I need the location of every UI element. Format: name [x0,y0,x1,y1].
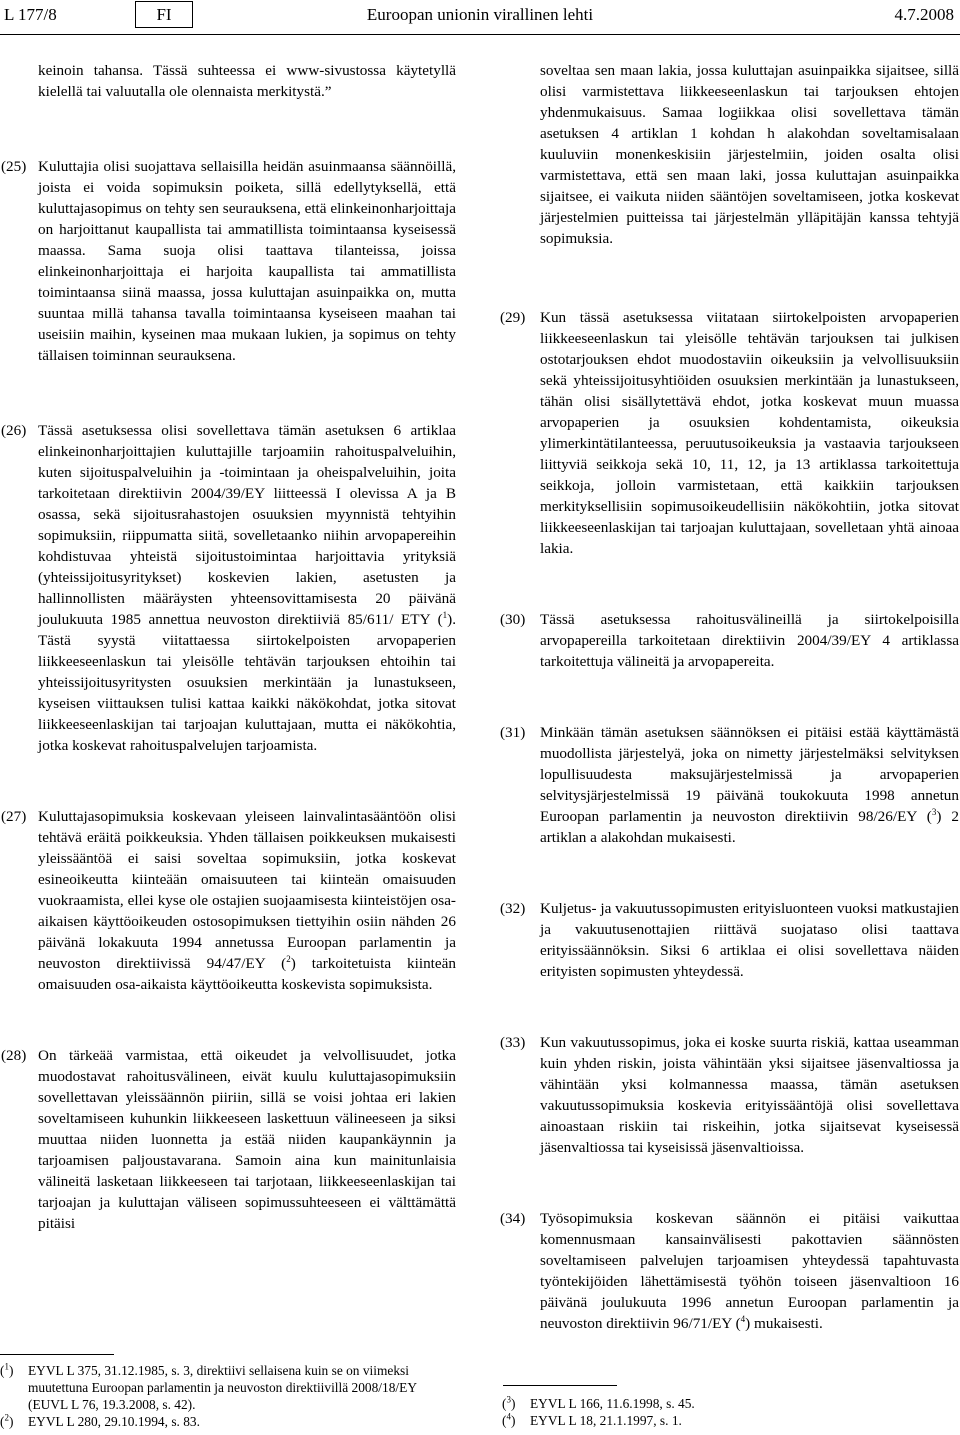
publication-date: 4.7.2008 [894,5,954,24]
recital-text: Kun vakuutussopimus, joka ei koske suurta riskiä, kattaa useamman kuin yhden riskin, joista vähintään yksi sijaitsee jäsenvaltiossa ja vähintään yksi kolmannessa maassa, tämän asetuksen vakuutussopimuksia koskevia erityissääntöjä olisi sovellettava ainoastaan riskiin tai riskeihin, jotka sijaitsevat kyseisessä jäsenvaltiossa tai kyseisissä jäsenvaltioissa. [540,1034,959,1156]
footnote-2: ($^2$) EYVL L 280, 29.10.1994, s. 83. [0,1412,200,1429]
left-column [1,60,456,1234]
recital-number: (31) [500,724,526,741]
page-reference: L 177/8 [4,5,57,24]
recital-number: (29) [500,309,526,326]
recital-text: Minkään tämän asetuksen säännöksen ei pitäisi estää käyttämästä muodollista järjestelyä, joka on nimetty järjestelmäksi selvityksen lopullisuudesta maksujärjestelmissä ja arvopaperien selvitysjärjestelmissä 19 päivänä toukokuuta 1998 annetun Euroopan parlamentin ja neuvoston direktiivin 98/26/EY ($^3$) 2 artiklan a alakohdan mukaisesti. [540,724,960,846]
page-header [0,0,960,34]
recital-32 [500,898,959,982]
footnote-ref: 3 [931,806,937,817]
recital-number: (33) [500,1034,526,1051]
recital-26 [1,420,456,756]
journal-title: Euroopan unionin virallinen lehti [366,5,594,24]
recital-number: (25) [1,158,27,175]
recital-number: (34) [500,1210,526,1227]
recital-text: Kuluttajasopimuksia koskevaan yleiseen lainvalintasääntöön olisi tehtävä eräitä poikkeuksia. Yhden tällaisen poikkeuksen mukaisesti yleissääntöä ei saisi soveltaa sopimuksiin, jotka koskevat esineoikeutta kiinteään omaisuuteen tai kiinteän omaisuuden vuokraamista, ellei kyse ole ostajien suojaamisesta kiinteistöjen osa-aikaisen käyttöoikeuden ostosopimuksen tiettyihin osiin nähden 26 päivänä lokakuuta 1994 annetussa Euroopan parlamentin ja neuvoston direktiivissä 94/47/EY ($^2$) tarkoitetuista kiinteän omaisuuden osa-aikaista käyttöoikeutta koskevista sopimuksista. [38,808,456,993]
left-footnotes [0,1362,456,1430]
right-footnote-rule [503,1385,617,1386]
recital-number: (27) [1,808,27,825]
recital-29 [500,307,959,559]
recital-25 [1,156,456,366]
right-column [500,60,960,1334]
recital-number: (32) [500,900,526,917]
recital-text: Tässä asetuksessa olisi sovellettava tämän asetuksen 6 artiklaa elinkeinonharjoittajien kuluttajille tarjoamiin rahoituspalveluihin, kuten sijoituspalveluihin ja -toimintaan ja oheispalveluihin, joita tarkoitetaan direktiivin 2004/39/EY liitteessä I olevissa A ja B osassa, sekä sijoitusrahastojen osuuksien myynnistä tehtyihin sopimuksiin, riippumatta siitä, sovelletaanko niihin arvopapereihin kohdistuvaa yhteistä sijoitustoimintaa harjoittavia yrityksiä (yhteissijoitusyritykset) koskevien lakien, asetusten ja hallinnollisten määräysten yhteensovittamisesta 20 päivänä joulukuuta 1985 annettua neuvoston direktiiviä 85/611/ ETY ($^1$). Tästä syystä viitattaessa siirtokelpoisten arvopaperien liikkeeseenlaskun tai yleisölle tehtävän tarjouksen ehtoihin tai yhteissijoitusyritysten osuuksien merkintään ja lunastukseen, kyseisen viittauksen tulisi kattaa kaikki näkökohdat, jotka sitovat liikkeeseenlaskijan tai tarjoajan kuluttajaan, mutta ei näkökohtia, jotka koskevat rahoituspalvelujen tarjoamista. [38,422,456,754]
recital-31 [500,722,960,848]
footnote-ref: 1 [442,609,448,620]
left-intro-text: keinoin tahansa. Tässä suhteessa ei www-sivustossa käytetyllä kielellä tai valuutalla ole olennaista merkitystä.” [38,62,456,100]
recital-34 [500,1208,959,1334]
recital-number: (30) [500,611,526,628]
footnote-ref: 4 [740,1313,746,1324]
language-badge: FI [135,1,193,28]
recital-number: (28) [1,1047,27,1064]
recital-33 [500,1032,959,1158]
recital-text: Tässä asetuksessa rahoitusvälineillä ja siirtokelpoisilla arvopapereilla tarkoitetaan direktiivin 2004/39/EY 4 artiklassa tarkoitettuja välineitä ja arvopapereita. [540,611,959,670]
header-rule [0,34,960,35]
recital-text: Työsopimuksia koskevan säännön ei pitäisi vaikuttaa komennusmaan kansainvälisesti pakottavien säännösten soveltamiseen palvelujen tarjoamisen yhteydessä tapahtuvasta työntekijöiden lähettämisestä työhön toiseen jäsenvaltioon 16 päivänä joulukuuta 1996 annetun Euroopan parlamentin ja neuvoston direktiivin 96/71/EY ($^4$) mukaisesti. [540,1210,959,1332]
recital-text: Kuluttajia olisi suojattava sellaisilla heidän asuinmaansa säännöillä, joista ei voida sopimuksin poiketa, sillä edellytyksellä, että kuluttajasopimus on tehty sen seurauksena, että elinkeinonharjoittaja on harjoittanut kaupallista tai ammatillista toimintaansa kyseisessä maassa. Sama suoja olisi taattava tilanteissa, joissa elinkeinonharjoittaja ei harjoita kaupallista tai ammatillista toimintaansa siinä maassa, jossa kuluttajan asuinpaikka on, mutta suuntaa millä tahansa tavalla toimintaansa kyseiseen maahan tai useisiin maihin, kyseinen maa mukaan lukien, ja sopimus on tehty tällaisen toiminnan seurauksena. [38,158,456,364]
left-footnote-rule [0,1354,114,1355]
footnote-ref: 2 [286,953,291,964]
recital-28 [1,1045,456,1234]
footnote-1: ($^1$) EYVL L 375, 31.12.1985, s. 3, direktiivi sellaisena kuin se on viimeksi muutettuna Euroopan parlamentin ja neuvoston direktiivillä 2008/18/EY (EUVL L 76, 19.3.2008, s. 42). [0,1361,417,1412]
recital-text: Kuljetus- ja vakuutussopimusten erityisluonteen vuoksi matkustajien ja vakuutusenottajien riittävä suojataso olisi taattava erityissäännöksin. Siksi 6 artiklaa ei olisi sovellettava näiden erityisten sopimusten yhteydessä. [540,900,959,980]
footnote-4: ($^4$) EYVL L 18, 21.1.1997, s. 1. [502,1411,682,1428]
recital-text: On tärkeää varmistaa, että oikeudet ja velvollisuudet, jotka muodostavat rahoitusvälineen, eivät kuulu kuluttajasopimuksiin sovellettavan yleissäännön piiriin, sillä se voisi johtaa eri lakien soveltamiseen kuhunkin liikkeeseen laskettuun välineeseen ja siksi muuttaa niiden luonnetta ja estää niiden kaupankäynnin ja tarjoamisen paljoustavarana. Samoin aina kun mainitunlaisia välineitä lasketaan liikkeeseen tai tarjotaan, liikkeeseenlaskijan tai tarjoajan ja kuluttajan väliseen sopimussuhteeseen ei välttämättä pitäisi [38,1047,456,1232]
recital-27 [1,806,456,995]
right-footnotes [502,1395,958,1429]
right-intro-text: soveltaa sen maan lakia, jossa kuluttajan asuinpaikka sijaitsee, sillä olisi varmistettava liikkeeseenlaskun tai tarjouksen ehtojen yhdenmukaisuus. Samaa logiikkaa olisi sovellettava tämän asetuksen 4 artiklan 1 kohdan h alakohdan soveltamisalaan kuuluviin monenkeskisiin järjestelmiin, joiden osalta olisi varmistettava, että sen maan laki, jossa kuluttajan asuinpaikka sijaitsee, ei vaikuta niiden sääntöjen soveltamiseen, jotka koskevat järjestelmien puitteissa tai järjestelmän ylläpitäjän kanssa tehtyjä sopimuksia. [540,62,959,247]
recital-30 [500,609,959,672]
recital-number: (26) [1,422,27,439]
footnote-3: ($^3$) EYVL L 166, 11.6.1998, s. 45. [502,1394,695,1411]
recital-text: Kun tässä asetuksessa viitataan siirtokelpoisten arvopaperien liikkeeseenlaskun tai yleisölle tehtävän tarjouksen tai julkisen ostotarjouksen ehdot muodostaviin oikeuksiin ja velvollisuuksiin sekä yhteissijoitusyhtiöiden osuuksien merkintään ja lunastukseen, tähän olisi sisällytettävä ehdot, jotka koskevat muun muassa arvopaperien ja osuuksien kohdentamista, oikeuksia ylimerkintätilanteessa, peruutusoikeuksia ja vastaavia tarjoukseen liittyviä seikkoja sekä 10, 11, 12, ja 13 artiklassa tarkoitettuja seikkoja, jolloin varmistetaan, että kaikkiin tarjouksen merkityksellisiin sopimusoikeudellisiin näkökohtiin, jotka sitovat liikkeeseenlaskijan tai tarjoajan kuluttajaan, sovelletaan yhtä ainoaa lakia. [540,309,959,557]
